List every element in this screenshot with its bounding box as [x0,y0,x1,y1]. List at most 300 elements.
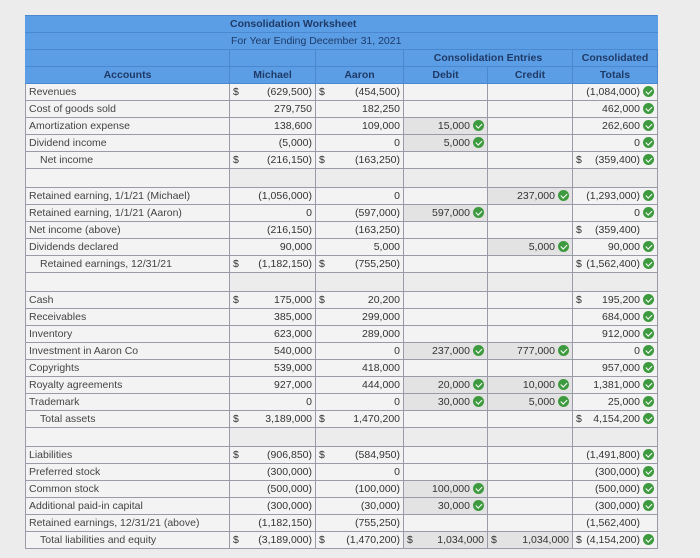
michael-cell [230,326,316,343]
consolidation-entries-header: Consolidation Entries [404,50,573,67]
total-value: (359,400) [595,224,640,236]
blank-cell [26,169,230,188]
currency-symbol: $ [576,534,582,546]
aaron-value: (100,000) [355,483,400,495]
account-label: Common stock [26,481,230,498]
currency-symbol: $ [576,224,582,236]
currency-symbol: $ [491,534,497,546]
account-label: Trademark [26,394,230,411]
currency-symbol: $ [233,294,239,306]
check-icon [473,345,484,356]
debit-cell[interactable] [404,447,488,464]
table-row [26,464,658,481]
aaron-value: 418,000 [362,362,400,374]
total-cell[interactable] [573,498,658,515]
aaron-cell [316,188,404,205]
debit-cell[interactable] [404,498,488,515]
check-icon [643,241,654,252]
michael-value: 138,600 [274,120,312,132]
table-row [26,498,658,515]
michael-cell [230,309,316,326]
total-value: 0 [634,137,640,149]
currency-symbol: $ [233,86,239,98]
total-cell[interactable] [573,118,658,135]
check-icon [643,311,654,322]
account-label: Retained earnings, 12/31/21 [26,256,230,273]
currency-symbol: $ [576,154,582,166]
currency-symbol: $ [233,258,239,270]
check-icon [558,396,569,407]
table-row [26,205,658,222]
account-label: Net income (above) [26,222,230,239]
aaron-value: (755,250) [355,517,400,529]
debit-header: Debit [404,67,488,84]
table-row [26,411,658,428]
debit-value: 30,000 [437,396,470,408]
michael-cell [230,360,316,377]
michael-cell [230,481,316,498]
credit-cell[interactable] [488,326,573,343]
aaron-cell [316,515,404,532]
credit-cell[interactable] [488,481,573,498]
credit-cell[interactable] [488,84,573,101]
blank-cell [573,273,658,292]
account-label: Amortization expense [26,118,230,135]
account-label: Preferred stock [26,464,230,481]
credit-cell[interactable] [488,205,573,222]
aaron-cell [316,239,404,256]
debit-value: 15,000 [437,120,470,132]
michael-cell [230,532,316,549]
total-cell[interactable] [573,515,658,532]
credit-cell[interactable] [488,464,573,481]
credit-cell[interactable] [488,377,573,394]
currency-symbol: $ [319,449,325,461]
credit-cell[interactable] [488,309,573,326]
total-cell[interactable] [573,377,658,394]
blank-cell [230,169,316,188]
total-value: 912,000 [602,328,640,340]
credit-value: 10,000 [522,379,555,391]
total-value: (359,400) [595,154,640,166]
debit-cell[interactable] [404,360,488,377]
total-cell[interactable] [573,188,658,205]
debit-cell[interactable] [404,205,488,222]
aaron-value: 0 [394,137,400,149]
credit-cell[interactable] [488,101,573,118]
table-row [26,222,658,239]
michael-cell [230,222,316,239]
account-label: Dividend income [26,135,230,152]
account-label: Retained earning, 1/1/21 (Michael) [26,188,230,205]
check-icon [643,379,654,390]
credit-cell[interactable] [488,360,573,377]
blank-cell [316,273,404,292]
check-icon [643,413,654,424]
michael-header: Michael [230,67,316,84]
debit-cell[interactable] [404,101,488,118]
aaron-value: 299,000 [362,311,400,323]
aaron-value: 0 [394,396,400,408]
credit-cell[interactable] [488,498,573,515]
credit-cell[interactable] [488,256,573,273]
michael-value: 90,000 [279,241,312,253]
aaron-cell [316,152,404,169]
currency-symbol: $ [319,534,325,546]
credit-cell[interactable] [488,135,573,152]
table-row [26,84,658,101]
aaron-cell [316,256,404,273]
debit-cell[interactable] [404,326,488,343]
consolidation-worksheet [25,15,658,549]
aaron-value: 20,200 [367,294,400,306]
total-cell[interactable] [573,101,658,118]
aaron-value: 444,000 [362,379,400,391]
michael-value: 927,000 [274,379,312,391]
michael-cell [230,256,316,273]
total-cell[interactable] [573,256,658,273]
total-cell[interactable] [573,326,658,343]
michael-cell [230,292,316,309]
worksheet-table [25,15,658,549]
separator-row [26,273,658,292]
total-value: (500,000) [595,483,640,495]
total-value: 0 [634,345,640,357]
account-label: Cost of goods sold [26,101,230,118]
check-icon [643,137,654,148]
total-cell[interactable] [573,532,658,549]
aaron-value: (584,950) [355,449,400,461]
credit-cell[interactable] [488,292,573,309]
total-cell[interactable] [573,205,658,222]
check-icon [643,449,654,460]
aaron-value: 0 [394,190,400,202]
total-value: 0 [634,207,640,219]
table-row [26,447,658,464]
michael-value: (1,182,150) [258,258,312,270]
worksheet-title: Consolidation Worksheet [26,16,658,33]
michael-value: 540,000 [274,345,312,357]
debit-cell[interactable] [404,188,488,205]
credit-cell[interactable] [488,222,573,239]
aaron-value: (163,250) [355,224,400,236]
credit-value: 5,000 [528,241,555,253]
michael-cell [230,515,316,532]
total-value: (1,293,000) [586,190,640,202]
check-icon [643,345,654,356]
total-cell[interactable] [573,292,658,309]
total-value: (1,562,400) [586,517,640,529]
account-label: Net income [26,152,230,169]
michael-value: 0 [306,396,312,408]
blank-cell [404,273,488,292]
aaron-cell [316,532,404,549]
aaron-cell [316,411,404,428]
currency-symbol: $ [233,449,239,461]
check-icon [473,483,484,494]
credit-cell[interactable] [488,411,573,428]
michael-value: (629,500) [267,86,312,98]
currency-symbol: $ [576,258,582,270]
total-cell[interactable] [573,222,658,239]
michael-value: 279,750 [274,103,312,115]
aaron-cell [316,343,404,360]
consolidated-header: Consolidated [573,50,658,67]
credit-value: 777,000 [517,345,555,357]
aaron-cell [316,222,404,239]
michael-cell [230,464,316,481]
aaron-cell [316,394,404,411]
michael-cell [230,152,316,169]
check-icon [473,207,484,218]
debit-cell[interactable] [404,152,488,169]
credit-cell[interactable] [488,343,573,360]
aaron-cell [316,135,404,152]
total-cell[interactable] [573,239,658,256]
check-icon [643,154,654,165]
account-label: Retained earning, 1/1/21 (Aaron) [26,205,230,222]
debit-cell[interactable] [404,84,488,101]
check-icon [643,86,654,97]
blank-cell [230,428,316,447]
check-icon [558,345,569,356]
blank-cell [26,428,230,447]
debit-cell[interactable] [404,239,488,256]
debit-cell[interactable] [404,377,488,394]
currency-symbol: $ [319,154,325,166]
blank-cell [488,273,573,292]
michael-cell [230,411,316,428]
currency-symbol: $ [319,258,325,270]
debit-cell[interactable] [404,411,488,428]
check-icon [643,362,654,373]
michael-cell [230,377,316,394]
michael-value: 623,000 [274,328,312,340]
aaron-cell [316,205,404,222]
blank-cell [573,169,658,188]
debit-cell[interactable] [404,256,488,273]
currency-symbol: $ [233,154,239,166]
total-cell[interactable] [573,394,658,411]
michael-value: 3,189,000 [265,413,312,425]
check-icon [643,328,654,339]
debit-cell[interactable] [404,292,488,309]
total-value: (300,000) [595,466,640,478]
debit-cell[interactable] [404,309,488,326]
debit-cell[interactable] [404,515,488,532]
currency-symbol: $ [407,534,413,546]
total-value: 195,200 [602,294,640,306]
debit-cell[interactable] [404,343,488,360]
michael-value: (5,000) [278,137,312,149]
michael-cell [230,101,316,118]
debit-cell[interactable] [404,222,488,239]
worksheet-subtitle: For Year Ending December 31, 2021 [26,33,658,50]
total-cell[interactable] [573,447,658,464]
check-icon [473,120,484,131]
separator-row [26,428,658,447]
credit-cell[interactable] [488,394,573,411]
total-cell[interactable] [573,360,658,377]
table-row [26,239,658,256]
total-cell[interactable] [573,152,658,169]
total-value: 262,600 [602,120,640,132]
aaron-value: 0 [394,466,400,478]
aaron-header: Aaron [316,67,404,84]
account-label: Total liabilities and equity [26,532,230,549]
aaron-cell [316,464,404,481]
account-label: Inventory [26,326,230,343]
separator-row [26,169,658,188]
check-icon [643,500,654,511]
credit-cell[interactable] [488,188,573,205]
aaron-value: (755,250) [355,258,400,270]
aaron-cell [316,101,404,118]
check-icon [558,241,569,252]
total-cell[interactable] [573,464,658,481]
michael-value: (216,150) [267,154,312,166]
debit-value: 237,000 [432,345,470,357]
account-label: Retained earnings, 12/31/21 (above) [26,515,230,532]
michael-value: 539,000 [274,362,312,374]
check-icon [643,120,654,131]
credit-value: 5,000 [528,396,555,408]
total-value: 1,381,000 [593,379,640,391]
aaron-cell [316,326,404,343]
aaron-value: (163,250) [355,154,400,166]
account-label: Royalty agreements [26,377,230,394]
blank-cell [316,169,404,188]
michael-cell [230,188,316,205]
credit-value: 1,034,000 [522,534,569,546]
aaron-value: (30,000) [360,500,400,512]
credit-cell[interactable] [488,532,573,549]
total-cell[interactable] [573,84,658,101]
table-row [26,326,658,343]
blank-cell [404,428,488,447]
debit-cell[interactable] [404,464,488,481]
table-row [26,481,658,498]
aaron-cell [316,309,404,326]
aaron-value: 109,000 [362,120,400,132]
debit-value: 100,000 [432,483,470,495]
michael-cell [230,135,316,152]
blank-cell [488,428,573,447]
check-icon [643,190,654,201]
total-cell[interactable] [573,309,658,326]
debit-value: 5,000 [443,137,470,149]
total-value: 90,000 [607,241,640,253]
table-row [26,343,658,360]
currency-symbol: $ [319,86,325,98]
account-label: Receivables [26,309,230,326]
account-label: Investment in Aaron Co [26,343,230,360]
credit-cell[interactable] [488,152,573,169]
michael-cell [230,394,316,411]
total-value: (1,562,400) [586,258,640,270]
debit-value: 30,000 [437,500,470,512]
aaron-value: 5,000 [373,241,400,253]
table-row [26,188,658,205]
blank-cell [230,273,316,292]
debit-cell[interactable] [404,118,488,135]
totals-header: Totals [573,67,658,84]
michael-value: 175,000 [274,294,312,306]
total-value: 4,154,200 [593,413,640,425]
table-row [26,394,658,411]
credit-cell[interactable] [488,447,573,464]
credit-value: 237,000 [517,190,555,202]
michael-value: (300,000) [267,500,312,512]
accounts-header: Accounts [26,67,230,84]
aaron-value: 182,250 [362,103,400,115]
check-icon [643,483,654,494]
total-value: (4,154,200) [586,534,640,546]
debit-cell[interactable] [404,394,488,411]
check-icon [643,294,654,305]
currency-symbol: $ [233,413,239,425]
aaron-cell [316,481,404,498]
account-label: Total assets [26,411,230,428]
table-row [26,532,658,549]
account-label: Liabilities [26,447,230,464]
total-value: (1,084,000) [586,86,640,98]
debit-cell[interactable] [404,532,488,549]
total-cell[interactable] [573,135,658,152]
blank-cell [573,428,658,447]
total-value: (300,000) [595,500,640,512]
blank-cell [26,273,230,292]
total-cell[interactable] [573,481,658,498]
table-row [26,118,658,135]
total-value: (1,491,800) [586,449,640,461]
total-cell[interactable] [573,343,658,360]
table-row [26,101,658,118]
account-label: Revenues [26,84,230,101]
aaron-cell [316,360,404,377]
debit-cell[interactable] [404,135,488,152]
debit-cell[interactable] [404,481,488,498]
debit-value: 597,000 [432,207,470,219]
table-row [26,309,658,326]
currency-symbol: $ [576,294,582,306]
aaron-value: (1,470,200) [346,534,400,546]
check-icon [643,534,654,545]
account-label: Copyrights [26,360,230,377]
aaron-cell [316,377,404,394]
michael-value: 0 [306,207,312,219]
aaron-value: 289,000 [362,328,400,340]
account-label: Cash [26,292,230,309]
aaron-cell [316,118,404,135]
table-row [26,292,658,309]
total-value: 25,000 [607,396,640,408]
check-icon [643,396,654,407]
check-icon [558,190,569,201]
check-icon [473,137,484,148]
blank-cell [404,169,488,188]
credit-cell[interactable] [488,515,573,532]
aaron-value: (454,500) [355,86,400,98]
michael-value: (1,182,150) [258,517,312,529]
currency-symbol: $ [233,534,239,546]
currency-symbol: $ [576,413,582,425]
michael-cell [230,118,316,135]
total-cell[interactable] [573,411,658,428]
check-icon [558,379,569,390]
credit-cell[interactable] [488,118,573,135]
credit-cell[interactable] [488,239,573,256]
